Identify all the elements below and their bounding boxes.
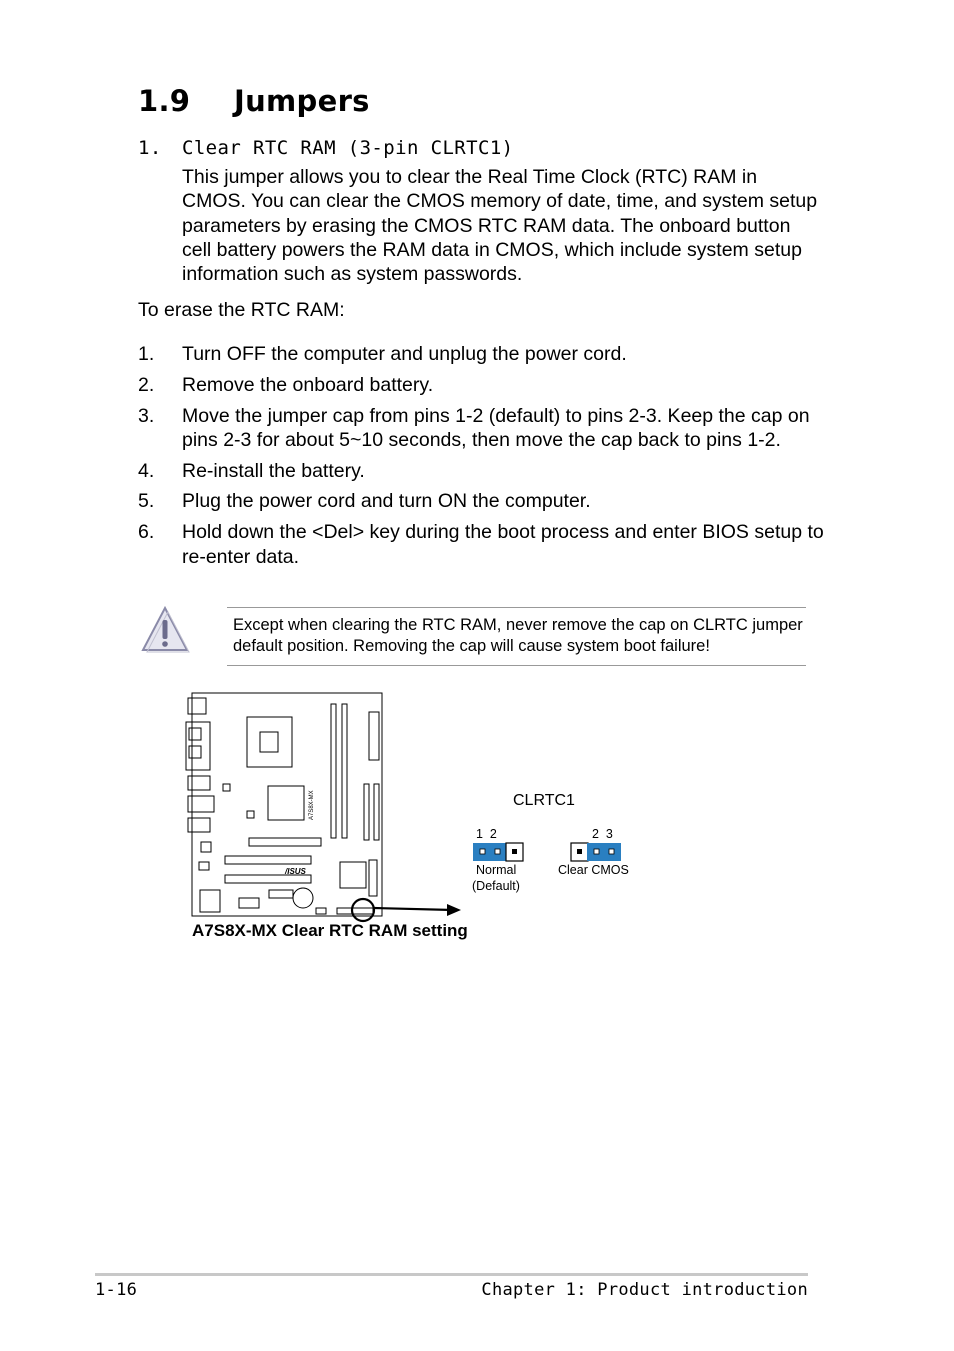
warning-icon [140,604,190,654]
chapter-title: Chapter 1: Product introduction [481,1280,808,1300]
footer-rule [95,1273,808,1276]
jumper-location-circle [352,899,374,921]
section-title: Jumpers [234,84,370,118]
pointer-arrow-icon [447,904,461,916]
list-item: 1. Turn OFF the computer and unplug the power cord. [138,343,627,365]
motherboard-diagram [185,690,475,925]
page-number: 1-16 [95,1280,138,1300]
normal-label: Normal [476,863,517,877]
clear-cmos-label: Clear CMOS [558,863,629,877]
brand-logo-text: /ISUS [285,867,306,876]
board-model-label: A7S8X-MX [309,790,315,820]
note-top-rule [227,607,806,608]
erase-intro: To erase the RTC RAM: [138,299,345,321]
jumper-clear-cmos [570,842,622,862]
warning-note: Except when clearing the RTC RAM, never remove the cap on CLRTC jumper default position. Removing the cap will cause system boot failure! [233,616,803,655]
section-heading [138,84,370,118]
normal-pins-label: 1 2 [476,827,497,841]
subsection-heading [138,137,514,159]
list-item: 3. Move the jumper cap from pins 1-2 (default) to pins 2-3. Keep the cap on pins 2-3 for about 5~10 seconds, then move the cap back to pins 1-2. [138,404,810,451]
jumper-normal [472,842,524,862]
description-paragraph: This jumper allows you to clear the Real Time Clock (RTC) RAM in CMOS. You can clear the CMOS memory of date, time, and system setup parameters by erasing the CMOS RTC RAM data. The onboard button cell battery powers the RAM data in CMOS, which include system setup information such as system passwords. [182,166,818,286]
subsection-number: 1. [138,137,162,159]
note-bottom-rule [227,665,806,666]
jumper-name: CLRTC1 [513,792,575,809]
list-item: 5. Plug the power cord and turn ON the computer. [138,490,591,513]
list-item: 4. Re-install the battery. [138,459,365,482]
diagram-caption: A7S8X-MX Clear RTC RAM setting [192,921,468,940]
normal-default-label: (Default) [472,879,520,893]
list-item: 2. Remove the onboard battery. [138,373,434,396]
section-number: 1.9 [138,84,191,118]
clear-pins-label: 2 3 [592,827,613,841]
list-item: 6. Hold down the <Del> key during the boot process and enter BIOS setup to re-enter data. [138,521,824,568]
steps-list [138,342,838,575]
subsection-title: Clear RTC RAM (3-pin CLRTC1) [182,137,514,159]
